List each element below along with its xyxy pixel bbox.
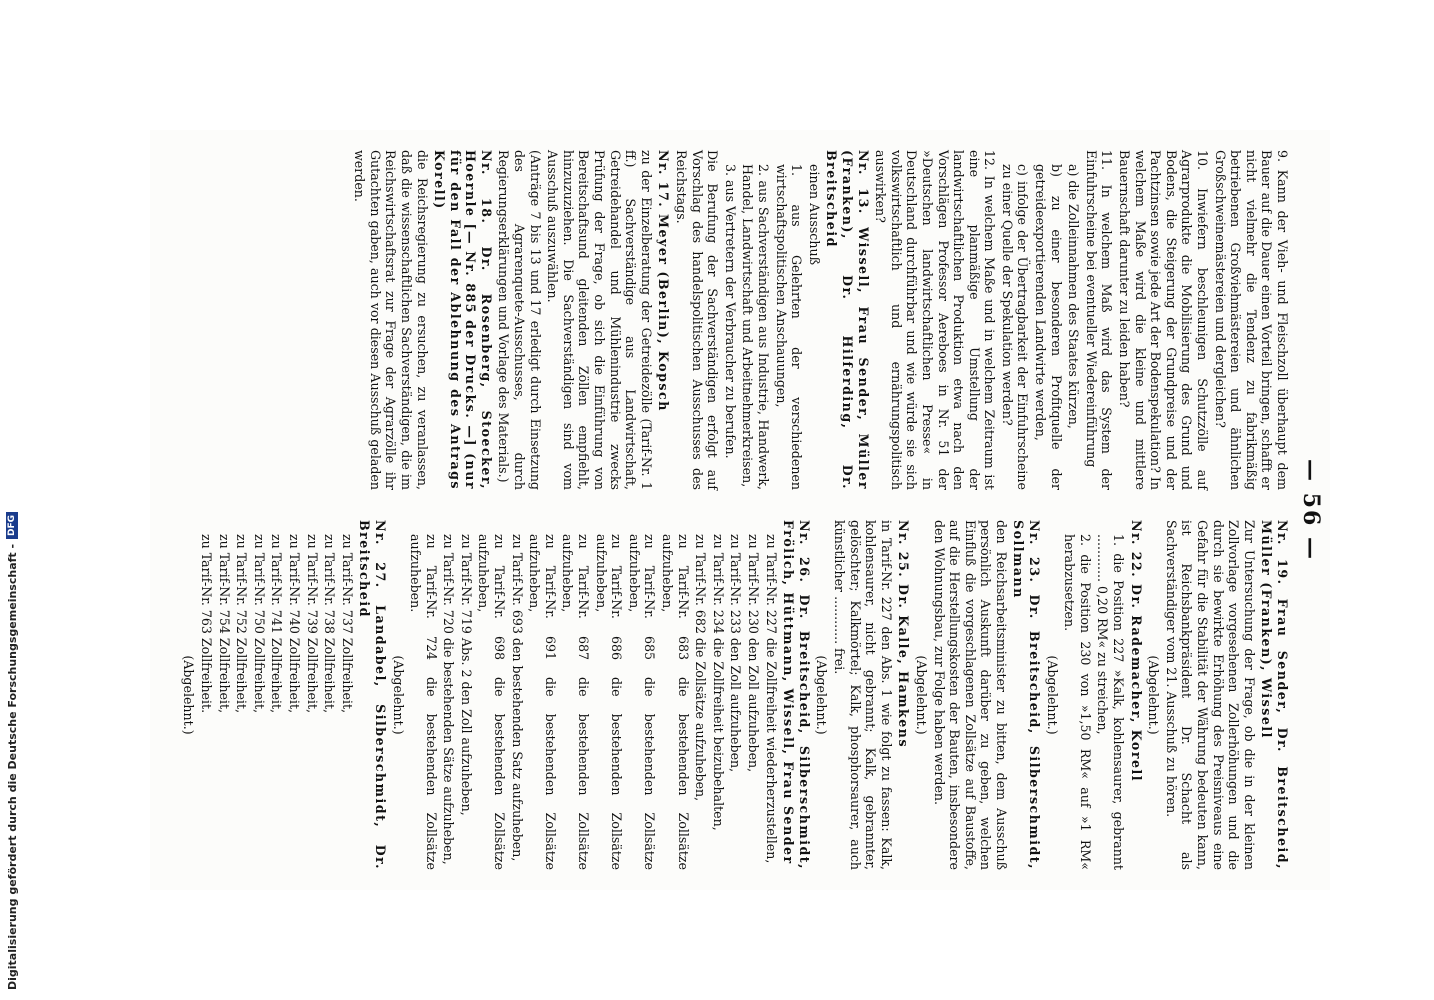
motion-heading: Nr. 26. Dr. Breitscheid, Silberschmidt, Frölich, Hüttmann, Wissell, Frau Sender [781,520,812,870]
paragraph: den Reichsarbeitsminister zu bitten, dem Ausschuß persönlich Auskunft darüber zu geben, welchen Einfluß die vorgeschlagenen Zollsätze auf Baustoffe, auf die Herstellungskosten der Bauten, insbesondere den Wohnungsbau, zur Folge haben werden. [931,520,1009,870]
dfg-logo: DFG [6,512,18,539]
paragraph: zu Tarif-Nr. 740 Zollfreiheit, [286,534,302,714]
paragraph: in Tarif-Nr. 227 den Abs. 1 wie folgt zu fassen: Kalk, kohlensaurer, nicht gebrannt; Kalk, gebrannter, gelöschter; Kalkmörtel; Kalk, phosphorsaurer, auch künstlicher ............ frei. [831,520,894,870]
paragraph: 2. die Position 230 von »1,50 RM« auf »1 RM« herabzusetzen. [1062,534,1093,870]
paragraph: zu Tarif-Nr. 754 Zollfreiheit, [216,534,232,714]
paragraph: zu Tarif-Nr. 682 die Zollsätze aufzuheben, [693,534,709,802]
paragraph: (Abgelehnt.) [181,655,197,735]
paragraph: (Anträge 7 bis 13 und 17 erledigt durch Einsetzung des Agrarenquete-Ausschusses, durch Regierungserklärungen und Vorlage des Materials.) [496,150,543,490]
paragraph: zu Tarif-Nr. 750 Zollfreiheit, [251,534,267,714]
motion-heading: Nr. 19. Frau Sender, Dr. Breitscheid, Müller (Franken), Wissell [1259,520,1290,870]
paragraph: 3. aus Vertretern der Verbraucher zu berufen. [722,164,738,459]
paragraph: zu Tarif-Nr. 234 die Zollfreiheit beizubehalten, [710,534,726,831]
paragraph: (Abgelehnt.) [390,655,406,735]
motion-heading: Nr. 17. Meyer (Berlin), Kopsch [656,150,672,412]
motion-heading: Nr. 23. Dr. Breitscheid, Silberschmidt, Sollmann [1011,520,1043,870]
paragraph: 1. aus Gelehrten der verschiedenen wirtschaftspolitischen Anschauungen, [773,164,805,490]
paragraph: 2. aus Sachverständigen aus Industrie, Handwerk, Handel, Landwirtschaft und Arbeitnehmerkreisen, [740,164,771,490]
paragraph: zu Tarif-Nr. 724 die bestehenden Zollsätze aufzuheben. [408,534,439,870]
paragraph: zu Tarif-Nr. 739 Zollfreiheit, [304,534,320,714]
paragraph: zu Tarif-Nr. 737 Zollfreiheit, [339,534,355,714]
paragraph: 1. die Position 227 »Kalk, kohlensaurer, gebrannt ............ 0,20 RM« zu streichen, [1095,534,1127,870]
paragraph: (Abgelehnt.) [1146,655,1162,735]
motion-heading: Nr. 27. Landabel, Silberschmidt, Dr. Breitscheid [357,520,388,870]
paragraph: zu Tarif-Nr. 741 Zollfreiheit, [269,534,285,714]
paragraph: 10. Inwiefern beschleunigen Schutzzölle auf Agrarprodukte die Mobilisierung des Grund und Bodens, die Steigerung der Grundpreise und der Pachtzinsen sowie jede Art der Bodenspekulation? In welchem Maße wird die kleine und mittlere Bauernschaft darunter zu leiden haben? [1117,150,1211,490]
paragraph: zu der Einzelberatung der Getreidezölle (Tarif-Nr. 1 ff.) Sachverständige aus Landwirtschaft, Getreidehandel und Mühlenindustrie zwecks Prüfung der Frage, ob sich die Einführung von Bereitschaftsund gleitenden Zöllen empfiehlt, hinzuzuziehen. Die Sachverständigen sind vom Ausschuß auszuwählen. [545,150,654,490]
paragraph: a) die Zolleinnahmen des Staates kürzen, [1066,164,1082,429]
paragraph: zu Tarif-Nr. 683 die bestehenden Zollsätze aufzuheben, [660,534,691,870]
paragraph: zu Tarif-Nr. 693 den bestehenden Satz aufzuheben, [509,534,525,862]
paragraph: zu Tarif-Nr. 687 die bestehenden Zollsätze aufzuheben, [560,534,592,870]
paragraph: b) zu einer besonderen Profitquelle der getreideexportierenden Landwirte werden, [1033,164,1064,490]
paragraph: zu Tarif-Nr. 686 die bestehenden Zollsätze aufzuheben, [593,534,625,870]
left-column [350,150,1290,490]
paragraph: 12. In welchem Maße und in welchem Zeitraum ist eine planmäßige Umstellung der landwirtschaftlichen Produktion etwa nach den Vorschlägen Professor Aereboes in Nr. 51 der »Deutschen landwirtschaftlichen Presse« in Deutschland durchführbar und wie würde sie sich volkswirtschaftlich und ernährungspolitisch auswirken? [873,150,998,490]
motion-heading: Nr. 13. Wissell, Frau Sender, Müller (Franken), Dr. Hilferding, Dr. Breitscheid [824,150,871,490]
paragraph: Die Berufung der Sachverständigen erfolgt auf Vorschlag des handelspolitischen Ausschusses des Reichstags. [674,150,721,490]
paragraph: (Abgelehnt.) [913,655,929,735]
paragraph: zu Tarif-Nr. 698 die bestehenden Zollsätze aufzuheben, [476,534,508,870]
paragraph: zu Tarif-Nr. 233 den Zoll aufzuheben, [728,534,744,773]
paragraph: zu Tarif-Nr. 719 Abs. 2 den Zoll aufzuheben, [458,534,474,816]
paragraph: zu Tarif-Nr. 720 die bestehenden Sätze aufzuheben, [441,534,457,865]
paragraph: die Reichsregierung zu ersuchen, zu veranlassen, daß die wissenschaftlichen Sachverständigen, die im Reichswirtschaftsrat zur Frage der Agrarzölle ihr Gutachten gaben, auch vor diesen Ausschuß geladen werden. [352,150,430,490]
paragraph: (Abgelehnt.) [814,655,830,735]
paragraph: zu Tarif-Nr. 230 den Zoll aufzuheben, [746,534,761,773]
paragraph: zu Tarif-Nr. 691 die bestehenden Zollsätze aufzuheben, [527,534,558,870]
motion-heading: Nr. 22. Dr. Rademacher, Korell [1128,520,1144,783]
motion-heading: Nr. 18. Dr. Rosenberg, Stoecker, Hoernle [— Nr. 885 der Drucks. —] (nur für den Fall der Ablehnung des Antrags Korell) [432,150,494,490]
footer-text: Digitalisierung gefördert durch die Deutsche Forschungsgemeinschaft - [5,543,19,990]
paragraph: (Abgelehnt.) [1044,655,1060,735]
paragraph: zu Tarif-Nr. 738 Zollfreiheit, [322,534,338,714]
paragraph: zu Tarif-Nr. 227 die Zollfreiheit wiederherzustellen, [763,534,779,864]
paragraph: 11. In welchem Maß wird das System der Einfuhrscheine bei eventueller Wiedereinführung [1083,150,1115,490]
paragraph: zu Tarif-Nr. 763 Zollfreiheit. [199,534,214,714]
paragraph: Zur Untersuchung der Frage, ob die in der kleinen Zollvorlage vorgesehenen Zollerhöhungen und die durch sie bewirkte Erhöhung des Preisniveaus eine Gefahr für die Stabilität der Währung bedeuten kann, ist Reichsbankpräsident Dr. Schacht als Sachverständiger vom 21. Ausschuß zu hören. [1163,520,1257,870]
right-column [179,520,1290,870]
paragraph: c) infolge der Übertragbarkeit der Einfuhrscheine zu einer Quelle der Spekulation werden? [999,164,1031,490]
paragraph: zu Tarif-Nr. 752 Zollfreiheit, [234,534,250,714]
paragraph: 9. Kann der Vieh- und Fleischzoll überhaupt dem Bauer auf die Dauer einen Vorteil bringen, schafft er nicht vielmehr die Tendenz zu fabrikmäßig betriebenen Großviehmästereien und ähnlichen Großschweinemästereien und dergleichen? [1212,150,1290,490]
page-number: — 56 — [1298,459,1324,561]
motion-heading: Nr. 25. Dr. Kalle, Hamkens [896,520,912,749]
paragraph: einen Ausschuß [806,164,822,265]
rotated-page-content [150,130,1330,890]
digitization-footer [2,0,22,990]
paragraph: zu Tarif-Nr. 685 die bestehenden Zollsätze aufzuheben, [626,534,658,870]
